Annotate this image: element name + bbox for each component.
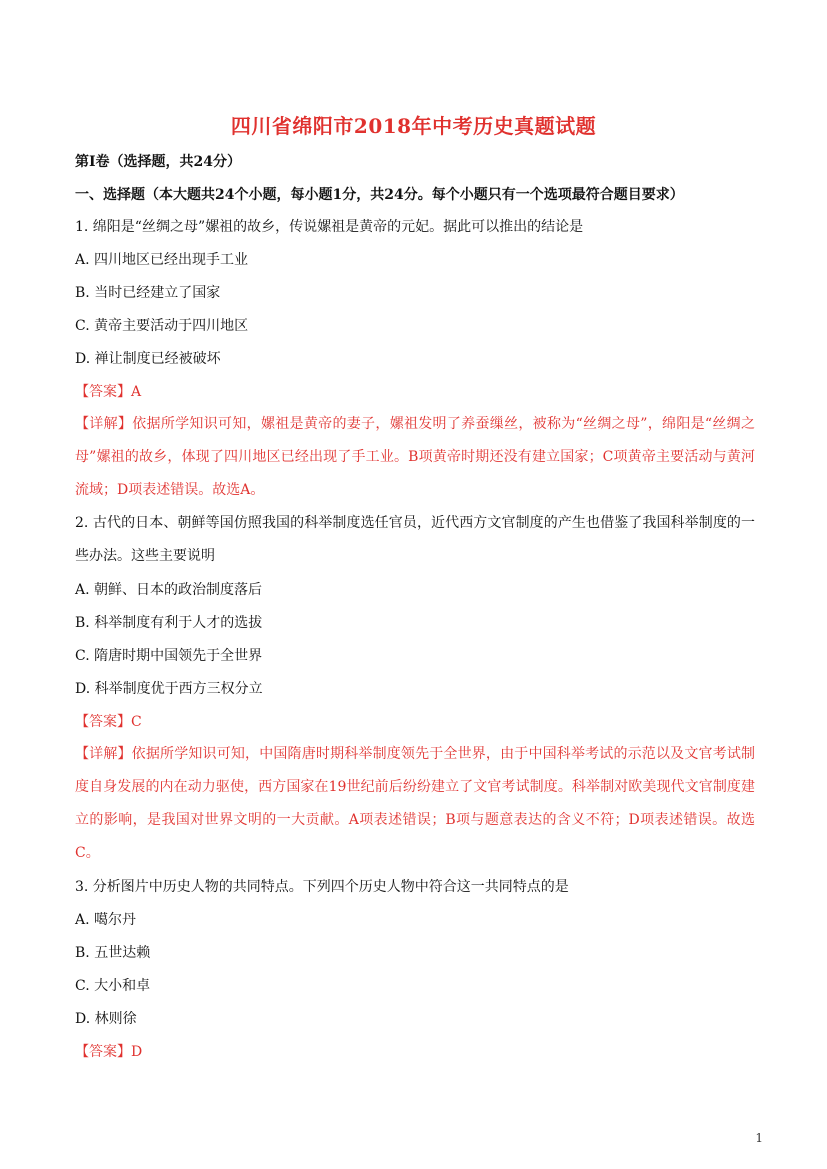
question-1-answer: 【答案】A — [75, 384, 142, 400]
question-1-explanation: 【详解】依据所学知识可知，嫘祖是黄帝的妻子，嫘祖发明了养蚕缫丝，被称为“丝绸之母”，绵阳是“丝绸之母”嫘祖的故乡，体现了四川地区已经出现了手工业。B项黄帝时期还没有建立国家；C项黄帝主要活动与黄河流域；D项表述错误。故选A。 — [75, 416, 755, 498]
question-2-answer: 【答案】C — [75, 714, 142, 730]
part-header: 一、选择题（本大题共24个小题，每小题1分，共24分。每个小题只有一个选项最符合题目要求） — [75, 187, 684, 203]
question-3-answer: 【答案】D — [75, 1044, 143, 1060]
question-2-option-a: A. 朝鲜、日本的政治制度落后 — [75, 582, 263, 598]
document-title: 四川省绵阳市2018年中考历史真题试题 — [230, 114, 597, 138]
question-2-option-c: C. 隋唐时期中国领先于全世界 — [75, 648, 263, 664]
page-number: 1 — [755, 1131, 763, 1145]
question-1-option-a: A. 四川地区已经出现手工业 — [75, 252, 249, 268]
question-3-option-c: C. 大小和卓 — [75, 978, 151, 994]
question-3-option-b: B. 五世达赖 — [75, 945, 151, 961]
question-3-option-a: A. 噶尔丹 — [75, 912, 137, 928]
question-2-option-b: B. 科举制度有利于人才的选拔 — [75, 615, 263, 631]
question-1-option-b: B. 当时已经建立了国家 — [75, 285, 221, 301]
question-3-option-d: D. 林则徐 — [75, 1011, 137, 1027]
question-1-option-d: D. 禅让制度已经被破坏 — [75, 351, 221, 367]
section-header: 第Ⅰ卷（选择题，共24分） — [75, 154, 242, 170]
question-1-option-c: C. 黄帝主要活动于四川地区 — [75, 318, 249, 334]
question-3-stem: 3. 分析图片中历史人物的共同特点。下列四个历史人物中符合这一共同特点的是 — [75, 879, 569, 895]
question-1-stem: 1. 绵阳是“丝绸之母”嫘祖的故乡，传说嫘祖是黄帝的元妃。据此可以推出的结论是 — [75, 219, 584, 235]
question-2-option-d: D. 科举制度优于西方三权分立 — [75, 681, 263, 697]
question-2-stem: 2. 古代的日本、朝鲜等国仿照我国的科举制度选任官员，近代西方文官制度的产生也借鉴了我国科举制度的一些办法。这些主要说明 — [75, 515, 755, 564]
question-2-explanation: 【详解】依据所学知识可知，中国隋唐时期科举制度领先于全世界，由于中国科举考试的示范以及文官考试制度自身发展的内在动力驱使，西方国家在19世纪前后纷纷建立了文官考试制度。科举制对欧美现代文官制度建立的影响，是我国对世界文明的一大贡献。A项表述错误；B项与题意表达的含义不符；D项表述错误。故选C。 — [75, 746, 755, 861]
